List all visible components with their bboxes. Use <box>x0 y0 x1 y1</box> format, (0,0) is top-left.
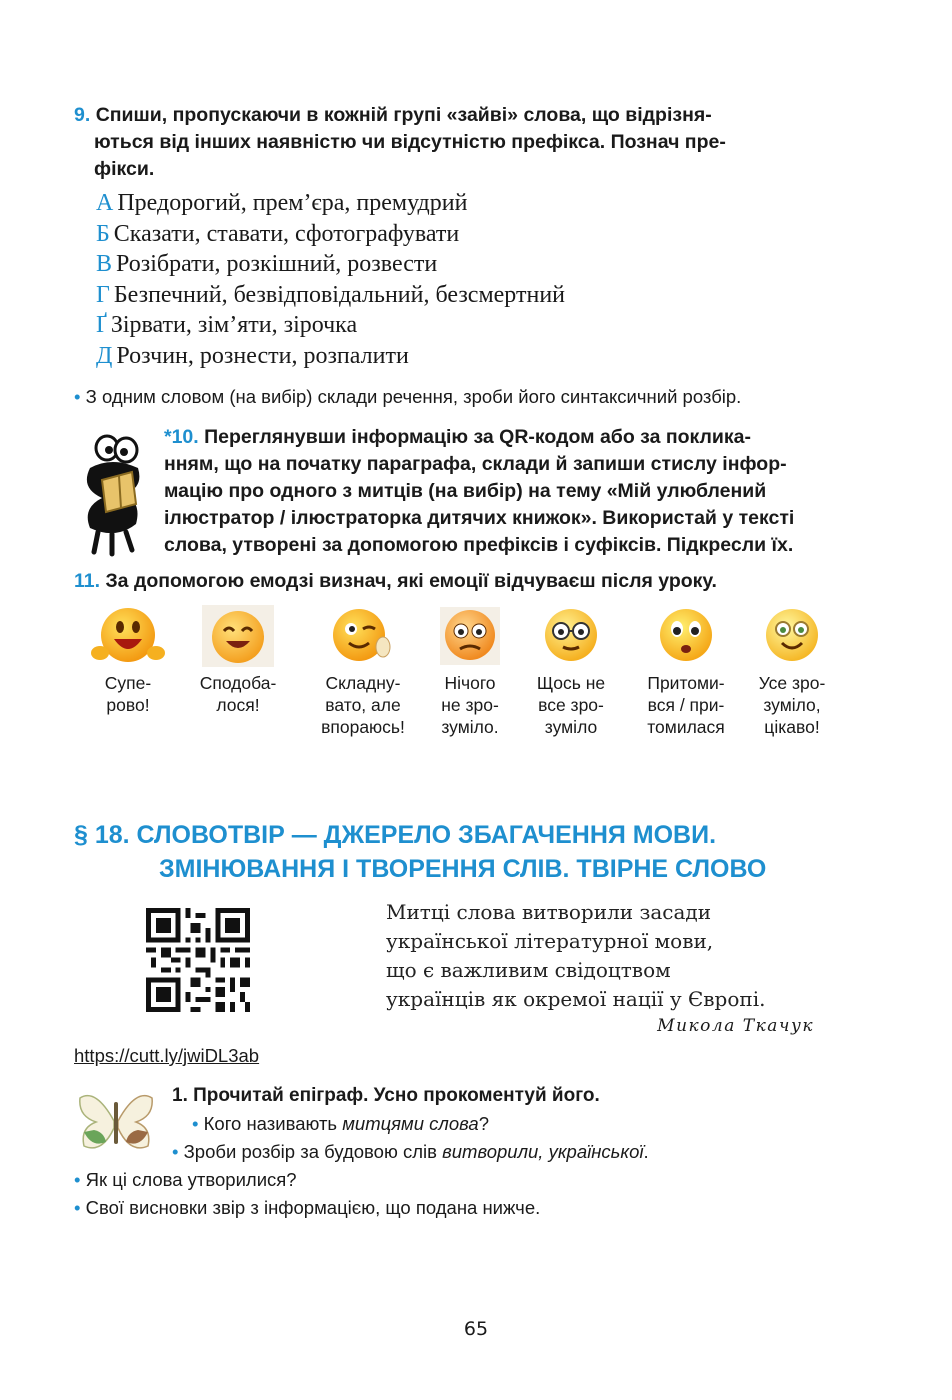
emoji-option-1[interactable] <box>82 605 174 716</box>
option-a: А Предорогий, прем’єра, премудрий <box>96 190 468 216</box>
option-h: Г Безпечний, безвідповідальний, безсмертний <box>96 281 565 308</box>
glasses-emoji-icon <box>535 605 607 667</box>
butterfly-icon <box>76 1088 156 1154</box>
task-1-q3: • Як ці слова утворилися? <box>74 1169 297 1190</box>
task-1-q1: • Кого називають митцями слова? <box>192 1113 489 1134</box>
mascot-icon <box>72 428 154 560</box>
emoji-label-4: Нічого не зро- зуміло. <box>441 673 499 737</box>
emoji-label-2: Сподоба- лося! <box>199 673 277 715</box>
task-1-title: 1. Прочитай епіграф. Усно прокоментуй його. <box>172 1085 600 1106</box>
option-d: Д Розчин, рознести, розпалити <box>96 342 409 369</box>
task-10: *10. Переглянувши інформацію за QR-кодом або за поклика- нням, що на початку параграфа, склади й запиши стислу інфор- мацію про одного з митців (на вибір) на тему «Мій улюблений ілюстратор / ілюстраторка дитячих книжок». Використай у тексті слова, утворені за допомогою префіксів і суфіксів. Підкресли їх. <box>164 426 795 556</box>
task-9-options <box>96 188 896 371</box>
task-9-line-1: Спиши, пропускаючи в кожній групі «зайві» слова, що відрізня- <box>95 104 712 126</box>
emoji-option-6[interactable] <box>634 605 738 738</box>
tired-emoji-icon <box>650 605 722 667</box>
epigraph-author: Микола Ткачук <box>657 1016 814 1036</box>
option-v: В Розібрати, розкішний, розвести <box>96 251 438 277</box>
qr-code-icon <box>146 908 250 1012</box>
task-1-q2: • Зроби розбір за будовою слів витворили, української. <box>172 1141 649 1162</box>
task-9-line-3: фікси. <box>94 158 155 180</box>
task-11: 11. За допомогою емодзі визнач, які емоції відчуваєш після уроку. <box>74 570 717 592</box>
excited-thumbs-up-emoji-icon <box>88 605 168 667</box>
task-9-extra: • З одним словом (на вибір) склади речення, зроби його синтаксичний розбір. <box>74 386 742 407</box>
option-b: Б Сказати, ставати, сфотографувати <box>96 220 460 247</box>
task-1 <box>172 1082 872 1109</box>
emoji-label-1: Супе- рово! <box>104 673 152 715</box>
task-1-q4: • Свої висновки звір з інформацією, що подана нижче. <box>74 1197 541 1218</box>
section-title-line-2: ЗМІНЮВАННЯ І ТВОРЕННЯ СЛІВ. ТВІРНЕ СЛОВО <box>159 855 767 883</box>
emoji-label-5: Щось не все зро- зуміло <box>536 673 606 737</box>
task-9-title: 9. Спиши, пропускаючи в кожній групі «зайві» слова, що відрізня- ються від інших наявністю чи відсутністю префікса. Познач пре- фікси. <box>74 104 726 180</box>
emoji-option-4[interactable] <box>428 605 512 738</box>
emoji-label-6: Притоми- вся / при- томилася <box>647 673 725 737</box>
option-g: Ґ Зірвати, зім’яти, зірочка <box>96 312 358 338</box>
emoji-option-7[interactable] <box>748 605 836 738</box>
task-9-line-2: ються від інших наявністю чи відсутністю префікса. Познач пре- <box>94 131 726 153</box>
emoji-option-3[interactable] <box>312 605 414 738</box>
happy-smile-emoji-icon <box>198 605 278 667</box>
emoji-option-2[interactable] <box>188 605 288 716</box>
qr-link[interactable]: https://cutt.ly/jwiDL3ab <box>74 1045 260 1066</box>
emoji-option-5[interactable] <box>524 605 618 738</box>
emoji-label-7: Усе зро- зуміло, цікаво! <box>758 673 826 737</box>
thinking-wink-emoji-icon <box>323 605 403 667</box>
emoji-label-3: Складну- вато, але впораюсь! <box>321 673 405 737</box>
glasses-happy-emoji-icon <box>756 605 828 667</box>
epigraph: Митці слова витворили засади української літературної мови, що є важливим свідоцтвом українців як окремої нації у Європі. <box>386 900 766 1011</box>
section-title-line-1: § 18. СЛОВОТВІР — ДЖЕРЕЛО ЗБАГАЧЕННЯ МОВИ. <box>74 821 717 849</box>
page-number: 65 <box>463 1318 489 1340</box>
section-title <box>74 818 894 886</box>
worried-emoji-icon <box>434 605 506 667</box>
